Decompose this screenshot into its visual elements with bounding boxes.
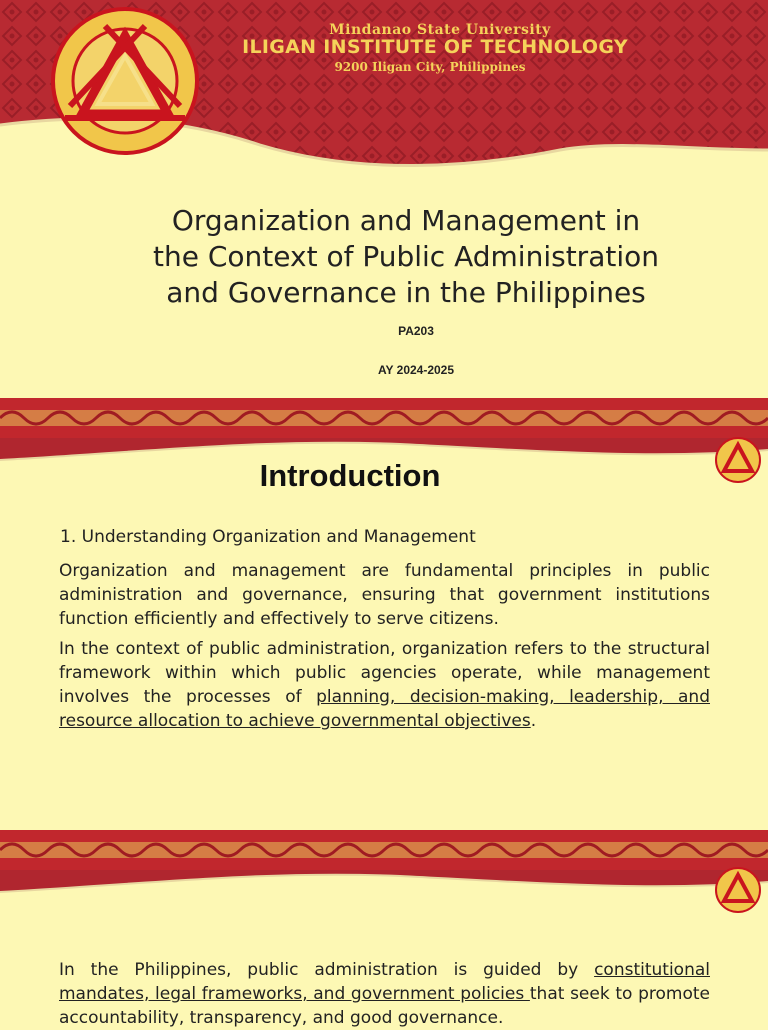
title-line-3: and Governance in the Philippines (166, 276, 646, 309)
title-slide (0, 0, 768, 400)
mini-seal-icon (714, 866, 762, 914)
list-item-understanding: 1. Understanding Organization and Management (60, 527, 476, 547)
band-pattern (0, 830, 768, 910)
underlined-processes: planning, decision-making, leadership, and resource allocation to achieve governmental objectives (59, 687, 710, 731)
divider-band-2 (0, 830, 768, 910)
title-line-2: the Context of Public Administration (153, 240, 659, 273)
institute-name: ILIGAN INSTITUTE OF TECHNOLOGY (242, 36, 628, 58)
paragraph-fundamentals: Organization and management are fundamental principles in public administration and governance, ensuring that government institutions function efficiently and effectively to serve citizens. (59, 561, 710, 629)
university-name: Mindanao State University (329, 22, 551, 38)
course-code: PA203 (398, 324, 434, 338)
introduction-heading: Introduction (259, 458, 441, 493)
slide-title (80, 203, 732, 311)
paragraph-context-start: In the context of public administration, organization refers to the structural framework within which public agencies operate, while management involves the processes of (59, 639, 710, 707)
mini-seal-icon (714, 436, 762, 484)
institute-location: 9200 Iligan City, Philippines (334, 60, 526, 74)
msu-iit-seal (50, 6, 200, 156)
underlined-mandates: constitutional mandates, legal frameworks, and government policies (59, 960, 710, 1004)
paragraph-philippines-end: that seek to promote accountability, transparency, and good governance. (59, 984, 710, 1028)
title-line-1: Organization and Management in (171, 204, 641, 237)
paragraph-philippines-start: In the Philippines, public administration is guided by (59, 960, 595, 980)
paragraph-philippines (59, 958, 710, 1030)
academic-year: AY 2024-2025 (377, 363, 455, 377)
paragraph-context (59, 637, 710, 733)
paragraph-context-end: . (530, 711, 537, 731)
